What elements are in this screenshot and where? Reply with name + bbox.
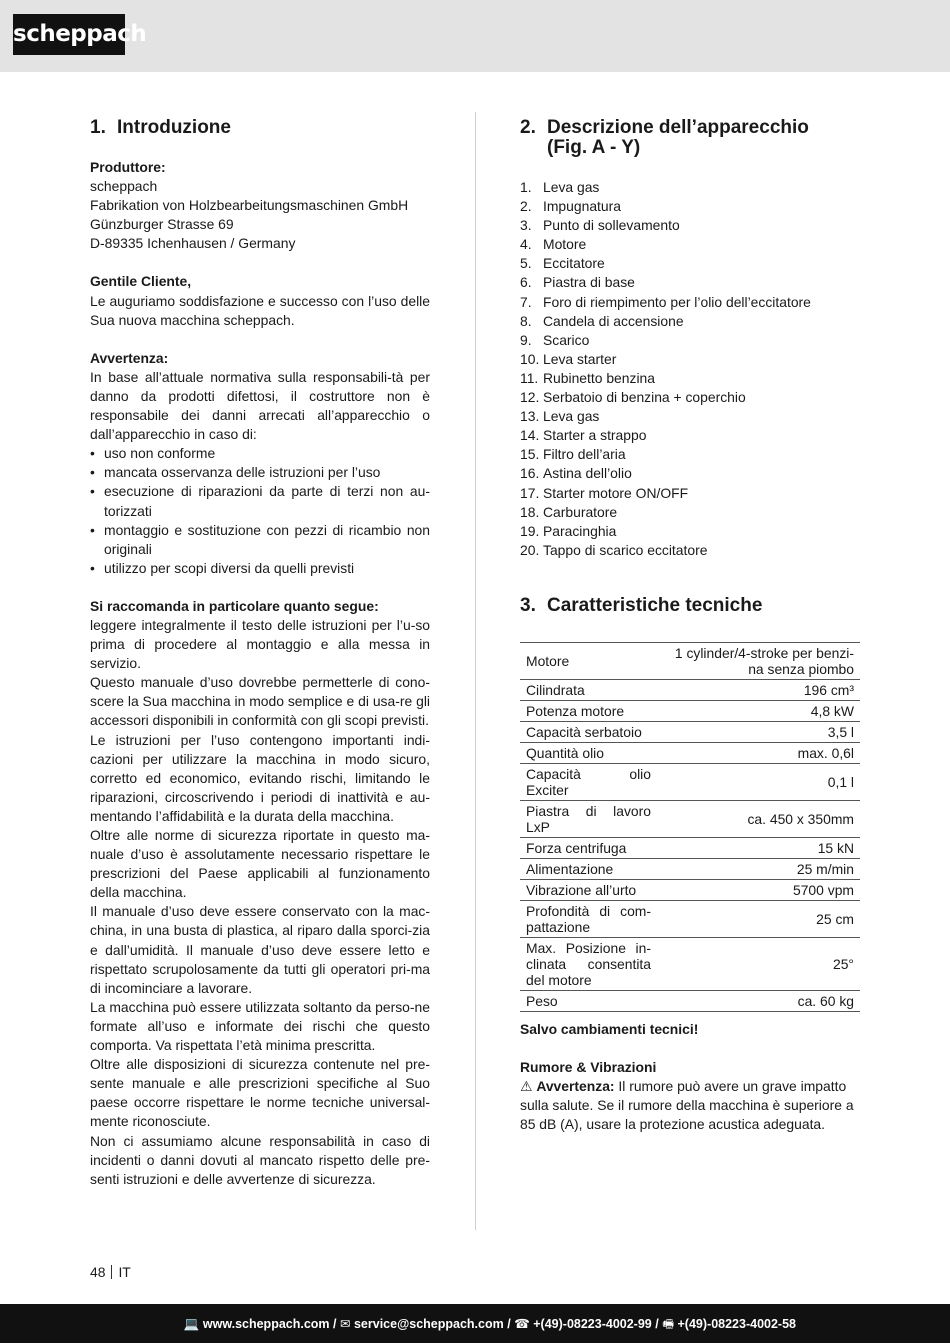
list-item: 17. Starter motore ON/OFF bbox=[520, 484, 689, 501]
warning-label: Avvertenza: bbox=[90, 349, 169, 366]
spec-key: Forza centrifuga bbox=[520, 837, 657, 858]
table-row bbox=[520, 721, 860, 742]
page-language: IT bbox=[118, 1264, 131, 1280]
list-item: 11. Rubinetto benzina bbox=[520, 369, 655, 386]
spec-value: 5700 vpm bbox=[657, 879, 860, 900]
email-link[interactable]: service@scheppach.com bbox=[353, 1317, 504, 1331]
section-title-specs bbox=[520, 596, 860, 616]
noise-warning bbox=[520, 1077, 860, 1134]
phone-number: +(49)-08223-4002-99 bbox=[533, 1317, 652, 1331]
section-title-text: Caratteristiche tecniche bbox=[547, 594, 763, 616]
list-item: • montaggio e sostituzione con pezzi di ricambio non originali bbox=[90, 521, 430, 559]
table-row bbox=[520, 990, 860, 1011]
list-item: 16. Astina dell’olio bbox=[520, 465, 632, 482]
list-item: 18. Carburatore bbox=[520, 503, 618, 520]
right-column bbox=[520, 118, 860, 1134]
left-column bbox=[90, 118, 430, 1189]
table-row bbox=[520, 858, 860, 879]
spec-value: 4,8 kW bbox=[657, 700, 860, 721]
section-number: 1. bbox=[90, 117, 106, 138]
spec-key: Piastra di lavoro LxP bbox=[520, 800, 657, 837]
table-row bbox=[520, 679, 860, 700]
spec-key: Profondità di com-pattazione bbox=[520, 900, 657, 937]
list-item: 20. Tappo di scarico eccitatore bbox=[520, 541, 708, 558]
recommend-paragraph: Le istruzioni per l’uso contengono importanti indi-cazioni per utilizzare la macchina in modo sicuro, corretto ed economico, evitando rischi, limitando le riparazioni, circoscrivendo i periodi di inattività e au-mentando l’affidabilità e la durata della macchina. bbox=[90, 731, 430, 824]
footer-contacts bbox=[184, 1304, 796, 1344]
noise-title: Rumore & Vibrazioni bbox=[520, 1058, 657, 1075]
greeting-text: Le auguriamo soddisfazione e successo con l’uso delle Sua nuova macchina scheppach. bbox=[90, 292, 430, 328]
list-item: 19. Paracinghia bbox=[520, 522, 617, 539]
producer-line: D-89335 Ichenhausen / Germany bbox=[90, 235, 296, 252]
list-item: • esecuzione di riparazioni da parte di terzi non au-torizzati bbox=[90, 482, 430, 520]
specs-table bbox=[520, 642, 860, 1012]
spec-key: Alimentazione bbox=[520, 858, 657, 879]
list-item: 14. Starter a strappo bbox=[520, 427, 647, 444]
table-row bbox=[520, 837, 860, 858]
producer-label: Produttore: bbox=[90, 159, 166, 175]
spec-value: max. 0,6l bbox=[657, 742, 860, 763]
list-item: 12. Serbatoio di benzina + coperchio bbox=[520, 389, 746, 406]
section-title-text bbox=[547, 118, 860, 158]
parts-list bbox=[520, 178, 860, 560]
warning-icon: ⚠ bbox=[520, 1078, 533, 1095]
noise-warning-label: Avvertenza: bbox=[536, 1078, 615, 1095]
spec-key: Capacità olio Exciter bbox=[520, 763, 657, 800]
list-item: 15. Filtro dell’aria bbox=[520, 446, 626, 463]
section-title-line: (Fig. A - Y) bbox=[547, 137, 641, 158]
website-link[interactable]: www.scheppach.com bbox=[202, 1317, 330, 1331]
spec-value: ca. 60 kg bbox=[657, 990, 860, 1011]
spec-value: ca. 450 x 350mm bbox=[657, 800, 860, 837]
spec-value: 25 m/min bbox=[657, 858, 860, 879]
spec-key: Motore bbox=[520, 642, 657, 679]
recommend-label: Si raccomanda in particolare quanto segue: bbox=[90, 597, 379, 614]
spec-key: Max. Posizione in-clinata consentita del motore bbox=[520, 937, 657, 990]
computer-icon: 💻 bbox=[183, 1316, 200, 1331]
brand-logo: scheppach bbox=[13, 14, 125, 55]
table-row bbox=[520, 879, 860, 900]
fax-icon: 🖷 bbox=[662, 1316, 675, 1331]
list-item: 9. Scarico bbox=[520, 331, 590, 348]
table-row bbox=[520, 763, 860, 800]
mail-icon: ✉ bbox=[340, 1316, 351, 1331]
recommend-paragraph: Oltre alle norme di sicurezza riportate in questo ma-nuale d’uso è assolutamente necessario rispettare le prescrizioni del Paese applicabili al funzionamento della macchina. bbox=[90, 827, 430, 901]
list-item: 8. Candela di accensione bbox=[520, 312, 684, 329]
footer-separator: / bbox=[333, 1317, 337, 1331]
spec-value: 196 cm³ bbox=[657, 679, 860, 700]
spec-value: 15 kN bbox=[657, 837, 860, 858]
table-row bbox=[520, 700, 860, 721]
producer-address bbox=[90, 177, 430, 253]
producer-line: Günzburger Strasse 69 bbox=[90, 216, 234, 233]
table-row bbox=[520, 800, 860, 837]
list-item: 5. Eccitatore bbox=[520, 255, 605, 272]
list-item: • mancata osservanza delle istruzioni per l’uso bbox=[90, 463, 430, 482]
header-bar bbox=[0, 0, 950, 72]
list-item: • uso non conforme bbox=[90, 444, 430, 463]
table-row bbox=[520, 900, 860, 937]
recommend-paragraph: Non ci assumiamo alcune responsabilità in caso di incidenti o danni dovuti al mancato rispetto delle pre-senti istruzioni e delle avvertenze di sicurezza. bbox=[90, 1132, 430, 1187]
spec-key: Vibrazione all’urto bbox=[520, 879, 657, 900]
phone-icon: ☎ bbox=[514, 1316, 530, 1331]
page-number-value: 48 bbox=[90, 1264, 106, 1280]
page-number bbox=[90, 1264, 131, 1280]
recommend-paragraph: Questo manuale d’uso dovrebbe permetterle di cono-scere la Sua macchina in modo semplice e di usa-re gli accessori disponibili in conformità con gli scopi previsti. bbox=[90, 674, 430, 729]
spec-value: 3,5 l bbox=[657, 721, 860, 742]
list-item: 7. Foro di riempimento per l’olio dell’eccitatore bbox=[520, 293, 811, 310]
greeting-label: Gentile Cliente, bbox=[90, 273, 192, 290]
spec-value: 1 cylinder/4-stroke per benzi-na senza piombo bbox=[657, 642, 860, 679]
spec-key: Capacità serbatoio bbox=[520, 721, 657, 742]
section-number: 3. bbox=[520, 594, 536, 616]
producer-line: Fabrikation von Holzbearbeitungsmaschinen GmbH bbox=[90, 197, 409, 214]
column-divider bbox=[475, 112, 476, 1230]
section-number: 2. bbox=[520, 117, 536, 138]
spec-value: 25 cm bbox=[657, 900, 860, 937]
list-item: 4. Motore bbox=[520, 236, 587, 253]
spec-key: Potenza motore bbox=[520, 700, 657, 721]
warning-text: In base all’attuale normativa sulla responsabili-tà per danno da prodotti difettosi, il costruttore non è responsabile dei danni arrecati all’apparecchio o dall’apparecchio in caso di: bbox=[90, 368, 430, 443]
footer-bar bbox=[0, 1304, 950, 1343]
list-item: • utilizzo per scopi diversi da quelli previsti bbox=[90, 559, 430, 578]
noise-warning-text: Il rumore può avere un grave impatto sulla salute. Se il rumore della macchina è superiore a 85 dB (A), usare la protezione acustica adeguata. bbox=[520, 1078, 854, 1133]
section-title-introduction bbox=[90, 118, 430, 138]
spec-value: 25° bbox=[657, 937, 860, 990]
table-row bbox=[520, 937, 860, 990]
spec-value: 0,1 l bbox=[657, 763, 860, 800]
list-item: 3. Punto di sollevamento bbox=[520, 217, 680, 234]
spec-key: Peso bbox=[520, 990, 657, 1011]
spec-key: Cilindrata bbox=[520, 679, 657, 700]
list-item: 1. Leva gas bbox=[520, 179, 600, 195]
footer-separator: / bbox=[655, 1317, 659, 1331]
footer-separator: / bbox=[507, 1317, 511, 1331]
section-title-text: Introduzione bbox=[117, 117, 231, 138]
table-row bbox=[520, 742, 860, 763]
recommend-paragraph: Il manuale d’uso deve essere conservato con la mac-china, in una busta di plastica, al riparo dalla sporci-zia e dall’umidità. Il manuale d’uso deve essere letto e rispettato scrupolosamente da tutti gli operatori pri-ma di incominciare a lavorare. bbox=[90, 903, 430, 996]
recommend-paragraph: leggere integralmente il testo delle istruzioni per l’u-so prima di procedere al montaggio e alla messa in servizio. bbox=[90, 616, 430, 672]
section-title-line: Descrizione dell’apparecchio bbox=[547, 117, 809, 138]
list-item: 13. Leva gas bbox=[520, 408, 600, 425]
producer-line: scheppach bbox=[90, 178, 158, 195]
list-item: 10. Leva starter bbox=[520, 350, 617, 367]
list-item: 6. Piastra di base bbox=[520, 274, 635, 291]
table-row bbox=[520, 642, 860, 679]
recommend-paragraph: La macchina può essere utilizzata soltanto da perso-ne formate all’uso e informate dei rischi che questo comporta. Va rispettata l’età minima prescritta. bbox=[90, 998, 430, 1054]
warning-list bbox=[90, 444, 430, 578]
recommend-paragraph: Oltre alle disposizioni di sicurezza contenute nel pre-sente manuale e alle prescrizioni specifiche al Suo paese occorre rispettare le norme tecniche universal-mente riconosciute. bbox=[90, 1056, 430, 1130]
section-title-description bbox=[520, 118, 860, 158]
changes-note: Salvo cambiamenti tecnici! bbox=[520, 1020, 699, 1037]
spec-key: Quantità olio bbox=[520, 742, 657, 763]
list-item: 2. Impugnatura bbox=[520, 198, 621, 215]
fax-number: +(49)-08223-4002-58 bbox=[677, 1317, 796, 1331]
